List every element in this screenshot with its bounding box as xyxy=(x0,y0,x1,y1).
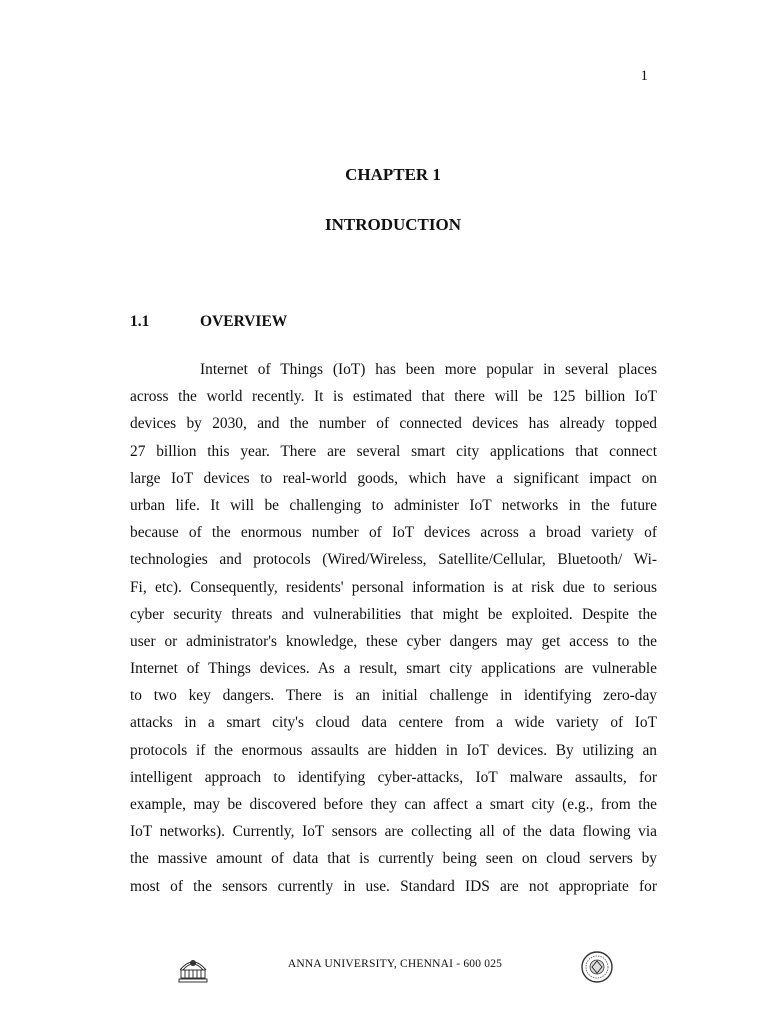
body-line: large IoT devices to real-world goods, which have a significant impact on xyxy=(130,469,657,487)
body-line: most of the sensors currently in use. Standard IDS are not appropriate for xyxy=(130,877,657,895)
chapter-title: INTRODUCTION xyxy=(324,215,462,234)
body-line: attacks in a smart city's cloud data centere from a wide variety of IoT xyxy=(130,714,657,732)
body-line: to two key dangers. There is an initial challenge in identifying zero-day xyxy=(130,687,657,705)
section-number: 1.1 xyxy=(130,313,150,330)
body-line: protocols if the enormous assaults are hidden in IoT devices. By utilizing an xyxy=(130,741,657,759)
body-line: cyber security threats and vulnerabilities that might be exploited. Despite the xyxy=(130,605,657,623)
body-line: 27 billion this year. There are several smart city applications that connect xyxy=(130,442,657,460)
body-line: urban life. It will be challenging to administer IoT networks in the future xyxy=(130,496,657,514)
body-line: Internet of Things (IoT) has been more popular in several places xyxy=(200,361,657,378)
university-seal-icon xyxy=(580,950,614,984)
body-line: example, may be discovered before they can affect a smart city (e.g., from the xyxy=(130,796,657,813)
page-number: 1 xyxy=(640,68,648,84)
body-line: intelligent approach to identifying cyber-attacks, IoT malware assaults, for xyxy=(130,768,657,786)
body-line: Fi, etc). Consequently, residents' personal information is at risk due to serious xyxy=(130,578,657,596)
body-paragraph xyxy=(130,356,657,900)
footer-university-name: ANNA UNIVERSITY, CHENNAI - 600 025 xyxy=(287,958,503,970)
section-title: OVERVIEW xyxy=(200,313,288,330)
section-heading xyxy=(130,313,287,331)
body-line: IoT networks). Currently, IoT sensors are collecting all of the data flowing via xyxy=(130,823,657,841)
body-line: Internet of Things devices. As a result, smart city applications are vulnerable xyxy=(130,660,657,678)
body-line: the massive amount of data that is currently being seen on cloud servers by xyxy=(130,850,657,868)
body-line: technologies and protocols (Wired/Wireless, Satellite/Cellular, Bluetooth/ Wi- xyxy=(130,551,657,569)
body-line: because of the enormous number of IoT devices across a broad variety of xyxy=(130,524,657,542)
page-footer xyxy=(170,944,620,988)
body-line: devices by 2030, and the number of connected devices has already topped xyxy=(130,415,657,433)
body-line: user or administrator's knowledge, these cyber dangers may get access to the xyxy=(130,632,657,650)
chapter-label: CHAPTER 1 xyxy=(345,165,441,184)
body-line: across the world recently. It is estimated that there will be 125 billion IoT xyxy=(130,388,657,406)
